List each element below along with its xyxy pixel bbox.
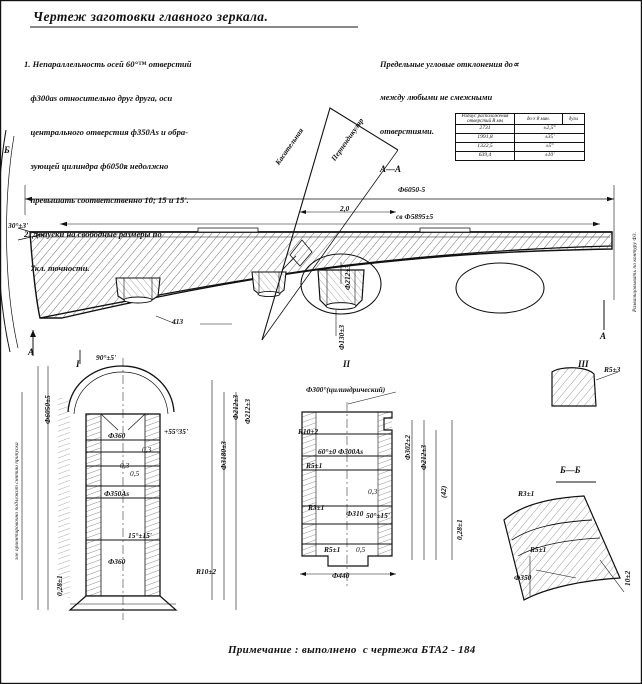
table-row [456, 134, 585, 143]
angular-note-line: между любыми не смежными [380, 93, 493, 103]
view-label-I: I [76, 359, 80, 369]
note-allowance-viewI: эле ориентировочно подлежит снятию припуска [14, 442, 20, 560]
table-row [456, 125, 585, 134]
cell-radius: 1322,5 [456, 143, 515, 152]
table-header-radius: Радиус расположения отверстий R мм [456, 114, 515, 125]
note-line: 2. Допуски на свободные размеры по [24, 228, 162, 239]
dim-r5-bb: R5±1 [530, 545, 547, 554]
page-title: Чертеж заготовки главного зеркала. [33, 9, 269, 24]
dim-028-viewII: 0,28±1 [455, 519, 464, 540]
table-row [456, 143, 585, 152]
table-header-deg: до∝ 8 мин. [515, 114, 563, 125]
view-label-II: II [343, 359, 351, 369]
cell-radius: 2731 [456, 125, 515, 134]
dim-phi3180-viewI: Ф3180±3 [219, 441, 228, 470]
cell-value: ±2,5° [515, 125, 585, 134]
section-label-aa: А—А [380, 164, 402, 174]
dim-angle-55-35: +55°35' [164, 427, 189, 436]
notes-block [24, 36, 360, 297]
cell-value: ±10' [515, 152, 585, 161]
note-line: зующей цилиндра ф6050ʀ недолжно [24, 160, 169, 171]
label-tangent: Касательная [273, 126, 306, 167]
cell-radius: 639,4 [456, 152, 515, 161]
angular-deviation-table [455, 113, 585, 161]
note-line: 7кл. точности. [24, 262, 90, 273]
dim-phi350-bb: Ф350 [514, 573, 532, 582]
dim-r3-viewII: R3±1 [308, 503, 325, 512]
note-flare-contour: Развальцовывать по контуру Ф3. [632, 232, 638, 312]
dim-welded-diameter: св Ф5895±5 [396, 212, 434, 221]
dim-overall-diameter: Ф6050-5 [398, 185, 426, 194]
cell-radius: 1991,8 [456, 134, 515, 143]
view-label-III: III [578, 359, 589, 369]
table-header-arc: дуги [562, 114, 584, 125]
cell-value: ±5° [515, 143, 585, 152]
dim-r10-viewI: R10±2 [196, 567, 217, 576]
angular-note-line: Предельные угловые отклонения до∝ [380, 59, 519, 69]
dim-phi212-viewII: Ф212±3 [419, 444, 428, 470]
dim-phi310-viewII: Ф310 [346, 509, 364, 518]
dim-phi212b-viewI: Ф212±3 [243, 398, 252, 424]
dim-angle-50-viewII: 50°±15' [366, 511, 390, 520]
dim-phi6050-viewI: Ф6050±5 [43, 395, 52, 424]
section-arrow-a-right: А [600, 331, 607, 341]
dim-angle-30: 30°±3' [8, 221, 29, 230]
angular-note-line: отверстиями. [380, 127, 434, 136]
dim-r10-viewII: R10±2 [298, 427, 319, 436]
note-line: центрального отверстия ф350As и обра- [24, 126, 189, 137]
dim-phi440-viewII: Ф440 [332, 571, 350, 580]
cell-value: ±35' [515, 134, 585, 143]
dim-028-viewI: 0,28±1 [55, 575, 64, 596]
note-line: 1. Непараллельность осей 60°™ отверстий [24, 58, 192, 69]
dim-r5-viewII: R5±1 [306, 461, 323, 470]
dim-03b-viewI: 0,3 [120, 461, 130, 470]
dim-phi212-viewI: Ф212±3 [231, 394, 240, 420]
dim-r5b-viewII: R5±1 [324, 545, 341, 554]
dim-phi350as: Ф350As [104, 489, 130, 498]
dim-05-viewII: 0,5 [356, 545, 366, 554]
section-arrow-a-left: А [28, 347, 35, 357]
section-label-bb: Б—Б [560, 465, 581, 475]
dim-thickness: 2,0 [340, 204, 350, 213]
dim-phi302-viewII: Ф302±2 [403, 434, 412, 460]
dim-413: 413 [172, 317, 184, 326]
dim-r3-bb: R3±1 [518, 489, 535, 498]
dim-angle-15: 15°±15' [128, 531, 152, 540]
dim-r5-viewIII: R5±3 [604, 365, 621, 374]
dim-phi360-top: Ф360 [108, 431, 126, 440]
note-line: ф300as относительно друг друга, оси [24, 92, 173, 103]
note-line: превышать соответственно 10; 15 и 15'. [24, 194, 189, 205]
dim-05-viewI: 0,5 [130, 469, 140, 478]
table-row [456, 152, 585, 161]
section-arrow-b-left: Б [4, 145, 10, 155]
footer-note: Примечание : выполнено с чертежа БТА2 - 184 [228, 644, 476, 656]
dim-0-3-viewI: 0,3 [142, 445, 152, 454]
dim-60deg-phi300as: 60°±0 Ф300As [318, 447, 364, 456]
dim-03-viewII: 0,3 [368, 487, 378, 496]
dim-42-viewII: (42) [439, 485, 448, 498]
dim-90deg: 90°±5' [96, 353, 117, 362]
dim-phi300-cyl: Ф300°(цилиндрический) [306, 385, 386, 394]
dim-phi212-main: Ф212±3 [343, 264, 352, 290]
dim-phi360-bottom: Ф360 [108, 557, 126, 566]
dim-phi130-main: Ф130±3 [337, 324, 346, 350]
label-perpendicular: Перпендикуляр [329, 116, 366, 163]
dim-10-bb: 10±2 [623, 570, 632, 586]
